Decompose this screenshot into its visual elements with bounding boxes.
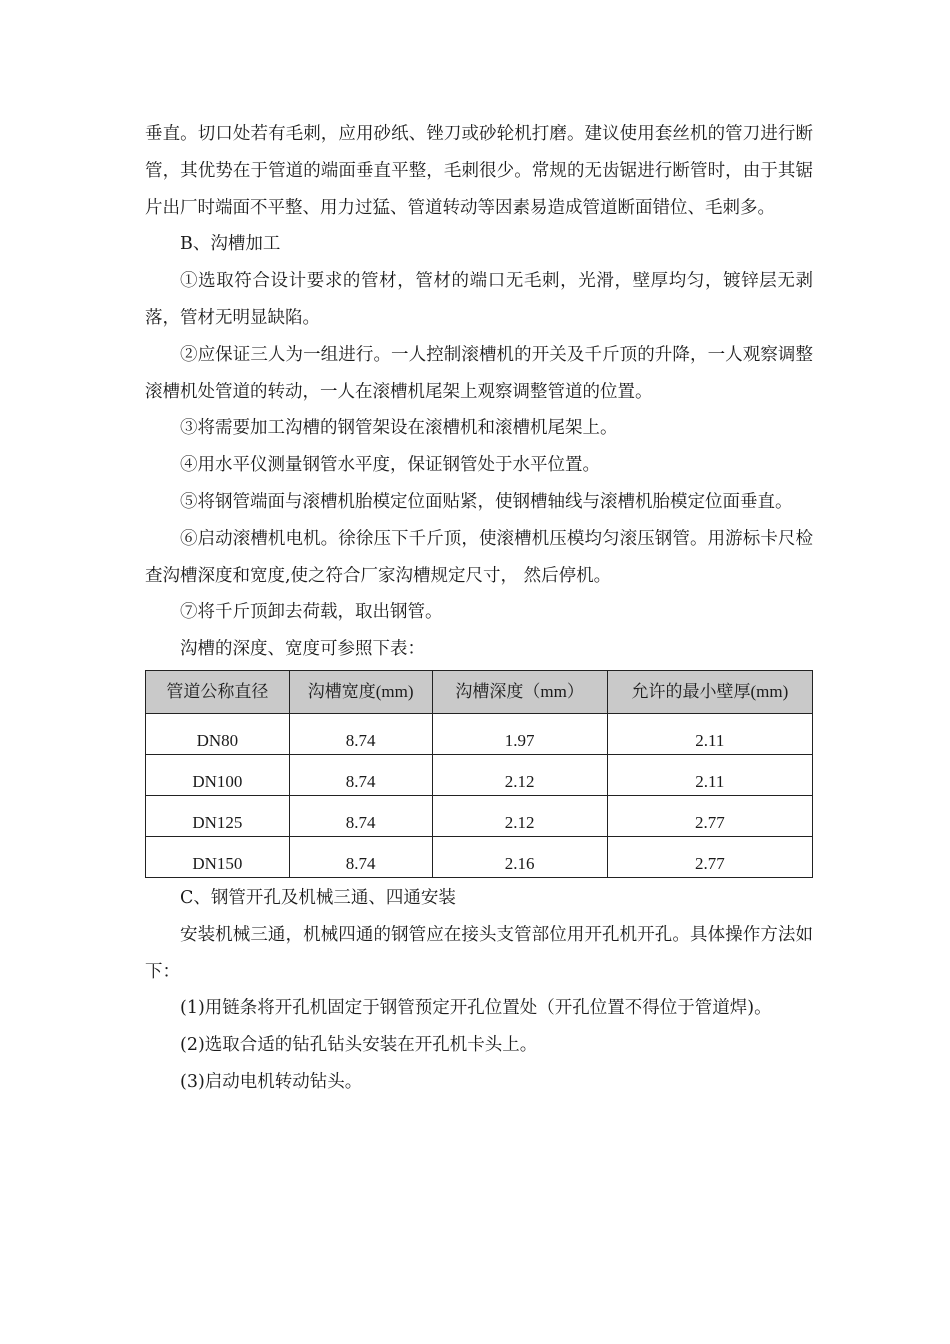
- table-cell: 1.97: [432, 713, 607, 754]
- step-2: ②应保证三人为一组进行。一人控制滚槽机的开关及千斤顶的升降，一人观察调整滚槽机处管道的转动，一人在滚槽机尾架上观察调整管道的位置。: [145, 344, 813, 402]
- table-header-cell: 允许的最小壁厚(mm): [607, 670, 812, 713]
- table-header-cell: 沟槽深度（mm）: [432, 670, 607, 713]
- table-cell: 8.74: [289, 713, 432, 754]
- c-step-3: (3)启动电机转动钻头。: [180, 1071, 363, 1092]
- table-header-cell: 管道公称直径: [146, 670, 290, 713]
- table-cell: 8.74: [289, 836, 432, 877]
- table-cell: 2.77: [607, 795, 812, 836]
- section-heading-c: C、钢管开孔及机械三通、四通安装: [180, 887, 456, 908]
- table-cell: DN150: [146, 836, 290, 877]
- c-step-1: (1)用链条将开孔机固定于钢管预定开孔位置处（开孔位置不得位于管道焊)。: [180, 998, 772, 1019]
- table-cell: 2.11: [607, 754, 812, 795]
- table-cell: 2.16: [432, 836, 607, 877]
- table-row: [146, 836, 813, 877]
- table-header-row: [146, 670, 813, 713]
- step-1: ①选取符合设计要求的管材，管材的端口无毛刺，光滑，壁厚均匀，镀锌层无剥落，管材无明显缺陷。: [145, 271, 813, 328]
- paragraph-c-intro: 安装机械三通，机械四通的钢管应在接头支管部位用开孔机开孔。具体操作方法如下：: [145, 924, 813, 982]
- table-cell: 2.12: [432, 795, 607, 836]
- table-cell: 8.74: [289, 754, 432, 795]
- table-cell: 2.77: [607, 836, 812, 877]
- table-cell: 2.12: [432, 754, 607, 795]
- paragraph-cutting: 垂直。切口处若有毛刺，应用砂纸、锉刀或砂轮机打磨。建议使用套丝机的管刀进行断管，其优势在于管道的端面垂直平整，毛刺很少。常规的无齿锯进行断管时，由于其锯片出厂时端面不平整、用力过猛、管道转动等因素易造成管道断面错位、毛刺多。: [145, 124, 813, 218]
- step-5: ⑤将钢管端面与滚槽机胎模定位面贴紧，使钢槽轴线与滚槽机胎模定位面垂直。: [180, 491, 793, 512]
- table-row: [146, 754, 813, 795]
- table-cell: DN80: [146, 713, 290, 754]
- table-cell: 8.74: [289, 795, 432, 836]
- table-intro: 沟槽的深度、宽度可参照下表：: [180, 639, 425, 660]
- table-row: [146, 795, 813, 836]
- document-body: [145, 116, 813, 1101]
- step-7: ⑦将千斤顶卸去荷载，取出钢管。: [180, 602, 443, 623]
- table-cell: DN125: [146, 795, 290, 836]
- table-cell: 2.11: [607, 713, 812, 754]
- table-row: [146, 713, 813, 754]
- step-3: ③将需要加工沟槽的钢管架设在滚槽机和滚槽机尾架上。: [180, 418, 618, 439]
- groove-dimensions-table: [145, 670, 813, 878]
- section-heading-b: B、沟槽加工: [180, 234, 281, 255]
- step-6: ⑥启动滚槽机电机。徐徐压下千斤顶，使滚槽机压模均匀滚压钢管。用游标卡尺检查沟槽深度和宽度,使之符合厂家沟槽规定尺寸， 然后停机。: [145, 528, 813, 586]
- step-4: ④用水平仪测量钢管水平度，保证钢管处于水平位置。: [180, 455, 600, 476]
- table-cell: DN100: [146, 754, 290, 795]
- c-step-2: (2)选取合适的钻孔钻头安装在开孔机卡头上。: [180, 1035, 538, 1056]
- table-header-cell: 沟槽宽度(mm): [289, 670, 432, 713]
